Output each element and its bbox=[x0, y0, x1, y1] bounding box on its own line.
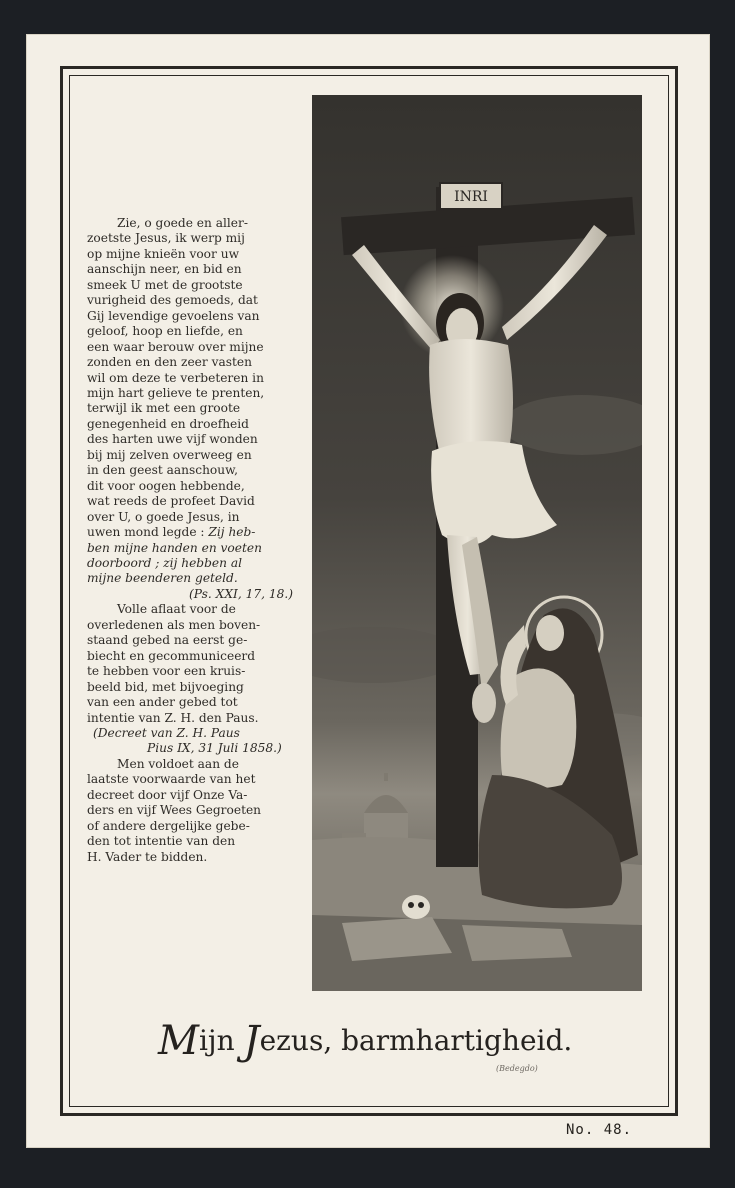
prayer-line-part: uwen mond legde : bbox=[87, 525, 205, 540]
inscription-initial-m: M bbox=[158, 1018, 199, 1064]
prayer-line: dit voor oogen hebbende, bbox=[87, 478, 245, 493]
prayer-line: wil om deze te verbeteren in bbox=[87, 370, 264, 385]
stone bbox=[462, 925, 572, 961]
condition-line: ders en vijf Wees Gegroeten bbox=[87, 803, 262, 818]
crucifixion-illustration bbox=[312, 95, 642, 991]
indulgence-line: intentie van Z. H. den Paus. bbox=[87, 710, 259, 725]
engraver-mark: (Bedegdo) bbox=[496, 1064, 538, 1073]
psalm-quote-line: mijne beenderen geteld. bbox=[87, 571, 238, 586]
memorial-card bbox=[26, 34, 710, 1148]
prayer-line: wat reeds de profeet David bbox=[87, 494, 255, 509]
psalm-quote-line: ben mijne handen en voeten bbox=[87, 540, 262, 555]
prayer-line: geloof, hoop en liefde, en bbox=[87, 324, 243, 339]
woman-face bbox=[536, 615, 564, 651]
crucifixion-image bbox=[312, 95, 642, 991]
prayer-line bbox=[87, 525, 293, 540]
prayer-line: terwijl ik met een groote bbox=[87, 401, 241, 416]
feet bbox=[472, 683, 496, 723]
prayer-line: zoetste Jesus, ik werp mij bbox=[87, 231, 245, 246]
prayer-line: in den geest aanschouw, bbox=[87, 463, 238, 478]
condition-line: of andere dergelijke gebe- bbox=[87, 818, 250, 833]
indulgence-line: overledenen als men boven- bbox=[87, 617, 261, 632]
prayer-line: een waar berouw over mijne bbox=[87, 339, 264, 354]
card-number: No. 48. bbox=[566, 1122, 633, 1138]
prayer-line: des harten uwe vijf wonden bbox=[87, 432, 258, 447]
condition-line: H. Vader te bidden. bbox=[87, 849, 208, 864]
condition-line: den tot intentie van den bbox=[87, 834, 236, 849]
inscription bbox=[158, 1018, 578, 1068]
indulgence-line: van een ander gebed tot bbox=[87, 695, 238, 710]
prayer-line-part: over U, o goede Jesus, in bbox=[87, 509, 240, 524]
condition-line: decreet door vijf Onze Va- bbox=[87, 787, 248, 802]
indulgence-line: beeld bid, met bijvoeging bbox=[87, 679, 244, 694]
prayer-line: Gij levendige gevoelens van bbox=[87, 308, 260, 323]
indulgence-line: Volle aflaat voor de bbox=[117, 602, 236, 617]
prayer-text bbox=[87, 216, 293, 865]
prayer-line: aanschijn neer, en bid en bbox=[87, 262, 242, 277]
inscription-text-2: ezus, barmhartigheid. bbox=[259, 1024, 573, 1057]
psalm-quote-line: doorboord ; zij hebben al bbox=[87, 555, 242, 570]
condition-line: Men voldoet aan de bbox=[117, 756, 239, 771]
prayer-line: smeek U met de grootste bbox=[87, 277, 243, 292]
indulgence-line: biecht en gecommuniceerd bbox=[87, 648, 256, 663]
inscription-text: ijn bbox=[198, 1024, 244, 1057]
inri-plaque: INRI bbox=[454, 189, 488, 205]
psalm-quote-start: Zij heb- bbox=[208, 525, 256, 540]
prayer-line bbox=[87, 510, 293, 525]
condition-line: laatste voorwaarde van het bbox=[87, 772, 256, 787]
prayer-line: zonden en den zeer vasten bbox=[87, 355, 252, 370]
indulgence-line: staand gebed na eerst ge- bbox=[87, 633, 248, 648]
prayer-line: op mijne knieën voor uw bbox=[87, 246, 240, 261]
inscription-initial-j: J bbox=[243, 1018, 260, 1064]
prayer-line: mijn hart gelieve te prenten, bbox=[87, 385, 265, 400]
prayer-line: genegenheid en droefheid bbox=[87, 416, 249, 431]
prayer-line: Zie, o goede en aller- bbox=[117, 216, 248, 230]
skull bbox=[402, 895, 430, 919]
decree-line: (Decreet van Z. H. Paus bbox=[93, 725, 240, 740]
psalm-reference: (Ps. XXI, 17, 18.) bbox=[189, 586, 293, 601]
prayer-line: vurigheid des gemoeds, dat bbox=[87, 293, 258, 308]
indulgence-line: te hebben voor een kruis- bbox=[87, 664, 246, 679]
prayer-line: bij mij zelven overweeg en bbox=[87, 447, 252, 462]
decree-line: Pius IX, 31 Juli 1858.) bbox=[147, 741, 282, 756]
